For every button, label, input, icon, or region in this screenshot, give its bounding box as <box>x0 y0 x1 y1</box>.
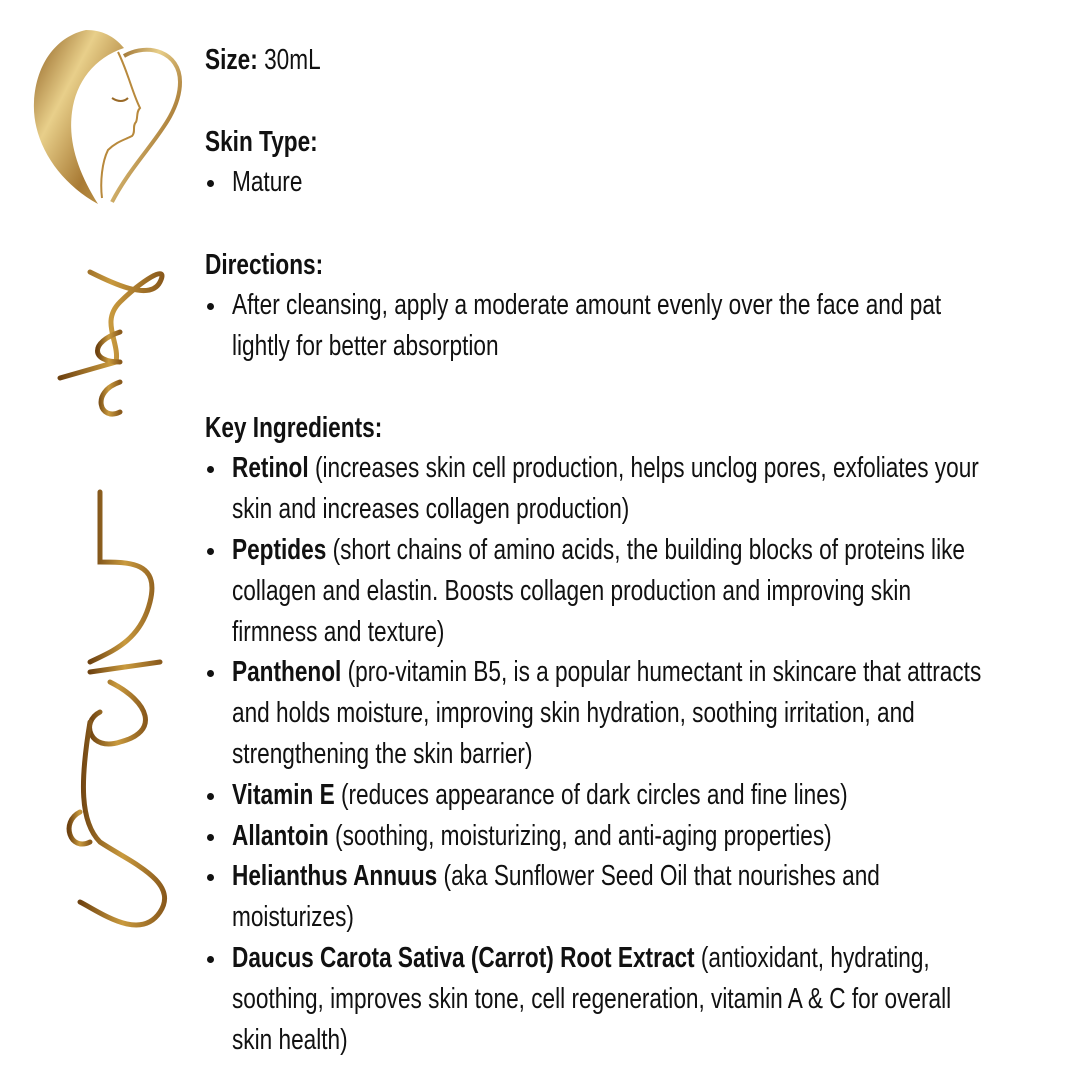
key-ingredients-list <box>205 448 1045 1060</box>
product-info <box>205 40 1045 1060</box>
ingredient-name: Vitamin E <box>232 778 335 811</box>
ingredient-item: Vitamin E (reduces appearance of dark circles and fine lines) <box>205 775 1045 816</box>
ingredient-item: Allantoin (soothing, moisturizing, and anti-aging properties) <box>205 816 1045 857</box>
ingredient-item: Helianthus Annuus (aka Sunflower Seed Oil that nourishes and moisturizes) <box>205 856 1045 938</box>
ingredient-name: Peptides <box>232 533 327 566</box>
ingredient-name: Allantoin <box>232 819 329 852</box>
ingredient-name: Daucus Carota Sativa (Carrot) Root Extract <box>232 941 695 974</box>
youthful-glow-beauty-script-logo <box>20 262 190 992</box>
size-value: 30mL <box>264 44 321 76</box>
key-ingredients-heading: Key Ingredients: <box>205 412 383 445</box>
skin-type-list <box>205 162 1045 203</box>
ingredient-item: Daucus Carota Sativa (Carrot) Root Extract (antioxidant, hydrating, soothing, improves skin tone, cell regeneration, vitamin A & C for overall skin health) <box>205 938 1045 1060</box>
list-item: Mature <box>205 162 1045 203</box>
ingredient-name: Panthenol <box>232 656 342 689</box>
ingredient-item: Retinol (increases skin cell production, helps unclog pores, exfoliates your skin and increases collagen production) <box>205 448 1045 530</box>
size-label: Size: <box>205 44 258 76</box>
directions-heading: Directions: <box>205 248 324 281</box>
directions-list <box>205 285 1045 367</box>
skin-type-heading: Skin Type: <box>205 126 318 158</box>
woman-face-heart-logo-icon <box>28 22 188 212</box>
ingredient-item: Panthenol (pro-vitamin B5, is a popular humectant in skincare that attracts and holds moisture, improving skin hydration, soothing irritation, and strengthening the skin barrier) <box>205 652 1045 774</box>
size-row <box>205 40 1045 80</box>
ingredient-name: Helianthus Annuus <box>232 860 438 893</box>
list-item: After cleansing, apply a moderate amount evenly over the face and pat lightly for better absorption <box>205 285 1045 367</box>
ingredient-name: Retinol <box>232 452 309 485</box>
ingredient-item: Peptides (short chains of amino acids, the building blocks of proteins like collagen and elastin. Boosts collagen production and improving skin firmness and texture) <box>205 530 1045 652</box>
